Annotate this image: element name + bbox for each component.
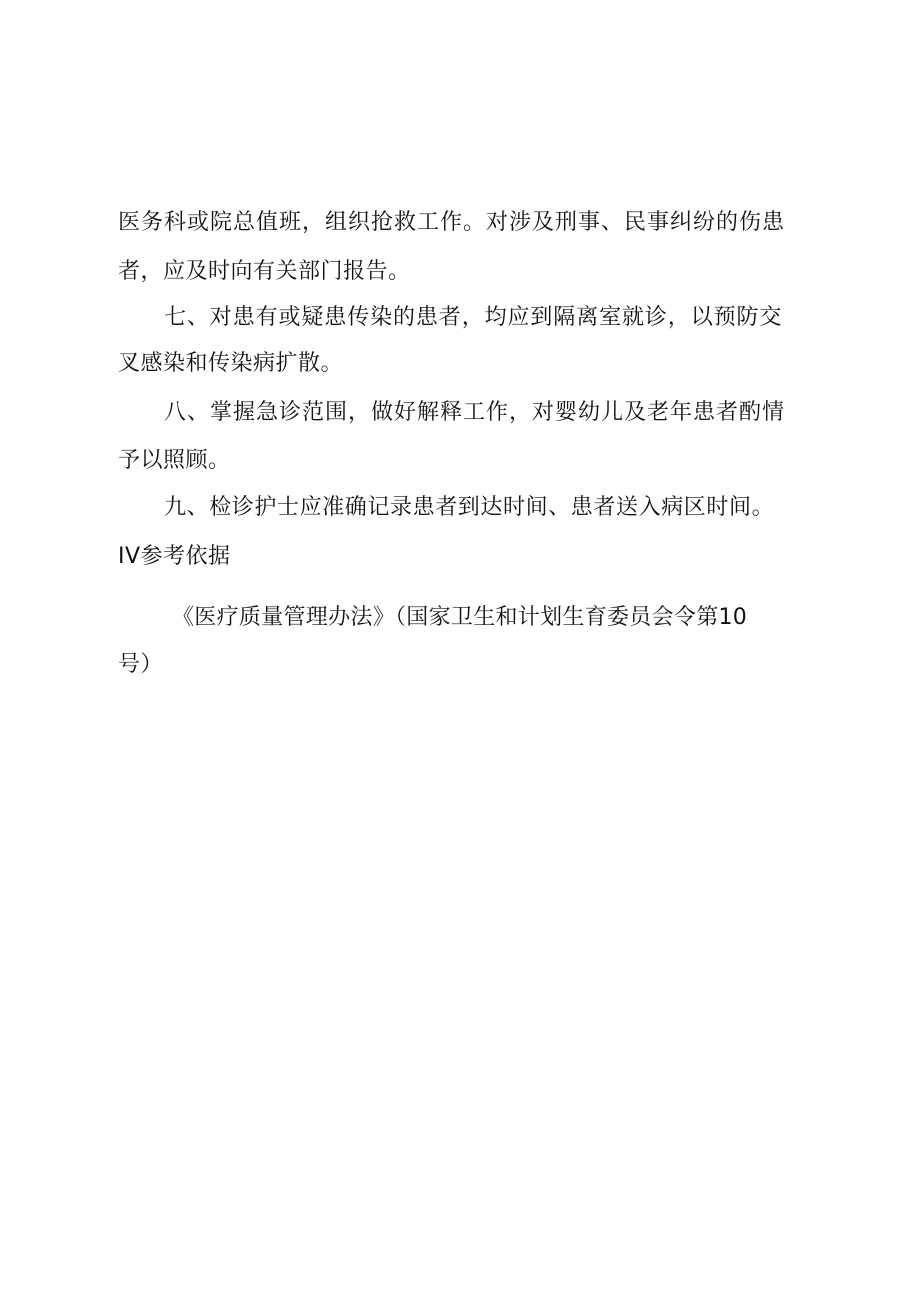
paragraph-line-2: 者，应及时向有关部门报告。 (118, 259, 411, 284)
paragraph-line-7: 九、检诊护士应准确记录患者到达时间、患者送入病区时间。 (164, 495, 775, 520)
paragraph-line-3: 七、对患有或疑患传染的患者，均应到隔离室就诊，以预防交 (164, 305, 783, 330)
paragraph-line-5: 八、掌握急诊范围，做好解释工作，对婴幼儿及老年患者酌情 (164, 400, 786, 425)
paragraph-line-1: 医务科或院总值班，组织抢救工作。对涉及刑事、民事纠纷的伤患 (118, 210, 786, 235)
reference-line-1: 《医疗质量管理办法》（国家卫生和计划生育委员会令第10 (172, 605, 748, 630)
paragraph-line-4: 叉感染和传染病扩散。 (118, 351, 344, 376)
section-heading: IV参考依据 (118, 544, 231, 569)
reference-line-2: 号） (118, 652, 164, 677)
paragraph-line-6: 予以照顾。 (118, 448, 231, 473)
